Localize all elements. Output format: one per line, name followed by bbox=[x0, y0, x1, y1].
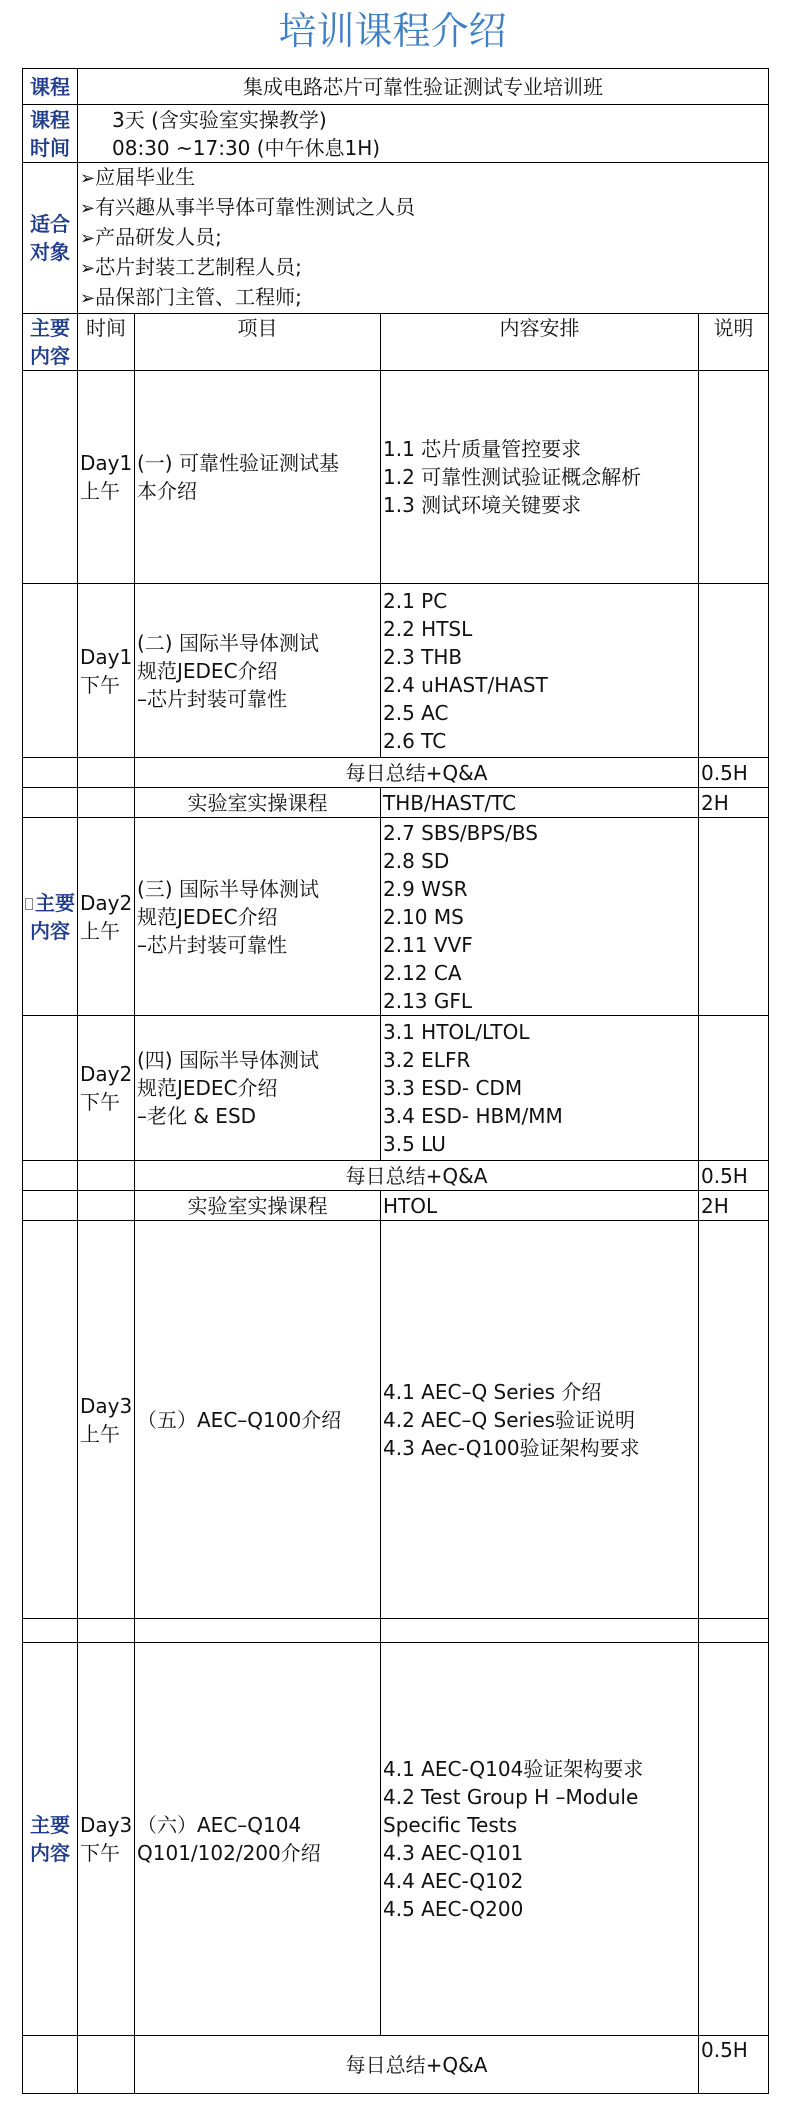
row-note bbox=[699, 1221, 769, 1619]
audience-item: ➢ 芯片封装工艺制程人员; bbox=[80, 253, 766, 283]
audience-row bbox=[23, 163, 769, 314]
summary-text: 每日总结+Q&A bbox=[135, 1161, 699, 1191]
row-content: 4.1 AEC-Q104验证架构要求 4.2 Test Group H –Module Specific Tests 4.3 AEC-Q101 4.4 AEC-Q102 4.5 AEC-Q200 bbox=[381, 1643, 699, 2036]
lab-note: 2H bbox=[699, 788, 769, 818]
row-item: (三) 国际半导体测试 规范JEDEC介绍 –芯片封装可靠性 bbox=[135, 818, 381, 1016]
row-time: Day3 下午 bbox=[78, 1643, 135, 2036]
schedule-row bbox=[23, 584, 769, 758]
header-time: 时间 bbox=[78, 314, 135, 371]
row-note bbox=[699, 584, 769, 758]
row-item: (二) 国际半导体测试 规范JEDEC介绍 –芯片封装可靠性 bbox=[135, 584, 381, 758]
schedule-row bbox=[23, 818, 769, 1016]
lab-item: 实验室实操课程 bbox=[135, 1191, 381, 1221]
audience-item: ➢ 品保部门主管、工程师; bbox=[80, 283, 766, 313]
marker-icon bbox=[25, 898, 33, 910]
row-content: 2.1 PC 2.2 HTSL 2.3 THB 2.4 uHAST/HAST 2.5 AC 2.6 TC bbox=[381, 584, 699, 758]
row-content: 1.1 芯片质量管控要求 1.2 可靠性测试验证概念解析 1.3 测试环境关键要求 bbox=[381, 371, 699, 584]
summary-text: 每日总结+Q&A bbox=[135, 758, 699, 788]
time-row bbox=[23, 105, 769, 163]
audience-item: ➢ 应届毕业生 bbox=[80, 163, 766, 193]
course-name: 集成电路芯片可靠性验证测试专业培训班 bbox=[78, 69, 769, 105]
row-time: Day3 上午 bbox=[78, 1221, 135, 1619]
row-note bbox=[699, 818, 769, 1016]
row-note bbox=[699, 371, 769, 584]
lab-content: HTOL bbox=[381, 1191, 699, 1221]
lab-note: 2H bbox=[699, 1191, 769, 1221]
row-time: Day1 上午 bbox=[78, 371, 135, 584]
summary-note: 0.5H bbox=[699, 2036, 769, 2094]
main-label: 主要 内容 bbox=[23, 314, 78, 371]
audience-item: ➢ 有兴趣从事半导体可靠性测试之人员 bbox=[80, 193, 766, 223]
row-note bbox=[699, 1643, 769, 2036]
header-row bbox=[23, 314, 769, 371]
header-note: 说明 bbox=[699, 314, 769, 371]
schedule-row bbox=[23, 1016, 769, 1161]
row-content: 4.1 AEC–Q Series 介绍 4.2 AEC–Q Series验证说明 4.3 Aec-Q100验证架构要求 bbox=[381, 1221, 699, 1619]
main-label-side: 主要 内容 bbox=[23, 818, 78, 1016]
time-label: 课程 时间 bbox=[23, 105, 78, 163]
summary-row bbox=[23, 2036, 769, 2094]
header-content: 内容安排 bbox=[381, 314, 699, 371]
lab-item: 实验室实操课程 bbox=[135, 788, 381, 818]
row-time: Day2 下午 bbox=[78, 1016, 135, 1161]
row-note bbox=[699, 1016, 769, 1161]
row-item: (四) 国际半导体测试 规范JEDEC介绍 –老化 & ESD bbox=[135, 1016, 381, 1161]
lab-row bbox=[23, 788, 769, 818]
lab-row bbox=[23, 1191, 769, 1221]
main-label-side: 主要 内容 bbox=[23, 1643, 78, 2036]
row-time: Day1 下午 bbox=[78, 584, 135, 758]
header-item: 项目 bbox=[135, 314, 381, 371]
course-label: 课程 bbox=[23, 69, 78, 105]
summary-note: 0.5H bbox=[699, 1161, 769, 1191]
spacer-row bbox=[23, 1619, 769, 1643]
audience-item: ➢ 产品研发人员; bbox=[80, 223, 766, 253]
time-value: 3天 (含实验室实操教学) 08:30 ~17:30 (中午休息1H) bbox=[78, 105, 769, 163]
schedule-row bbox=[23, 1221, 769, 1619]
summary-row bbox=[23, 758, 769, 788]
row-content: 3.1 HTOL/LTOL 3.2 ELFR 3.3 ESD- CDM 3.4 ESD- HBM/MM 3.5 LU bbox=[381, 1016, 699, 1161]
row-time: Day2 上午 bbox=[78, 818, 135, 1016]
audience-list bbox=[78, 163, 769, 314]
schedule-row bbox=[23, 371, 769, 584]
course-row bbox=[23, 69, 769, 105]
course-table bbox=[22, 68, 769, 2094]
summary-row bbox=[23, 1161, 769, 1191]
audience-label: 适合 对象 bbox=[23, 163, 78, 314]
row-item: （五）AEC–Q100介绍 bbox=[135, 1221, 381, 1619]
lab-content: THB/HAST/TC bbox=[381, 788, 699, 818]
row-item: （六）AEC–Q104 Q101/102/200介绍 bbox=[135, 1643, 381, 2036]
row-content: 2.7 SBS/BPS/BS 2.8 SD 2.9 WSR 2.10 MS 2.11 VVF 2.12 CA 2.13 GFL bbox=[381, 818, 699, 1016]
schedule-row bbox=[23, 1643, 769, 2036]
row-item: (一) 可靠性验证测试基 本介绍 bbox=[135, 371, 381, 584]
page-title: 培训课程介绍 bbox=[278, 9, 507, 53]
summary-note: 0.5H bbox=[699, 758, 769, 788]
summary-text: 每日总结+Q&A bbox=[135, 2036, 699, 2094]
